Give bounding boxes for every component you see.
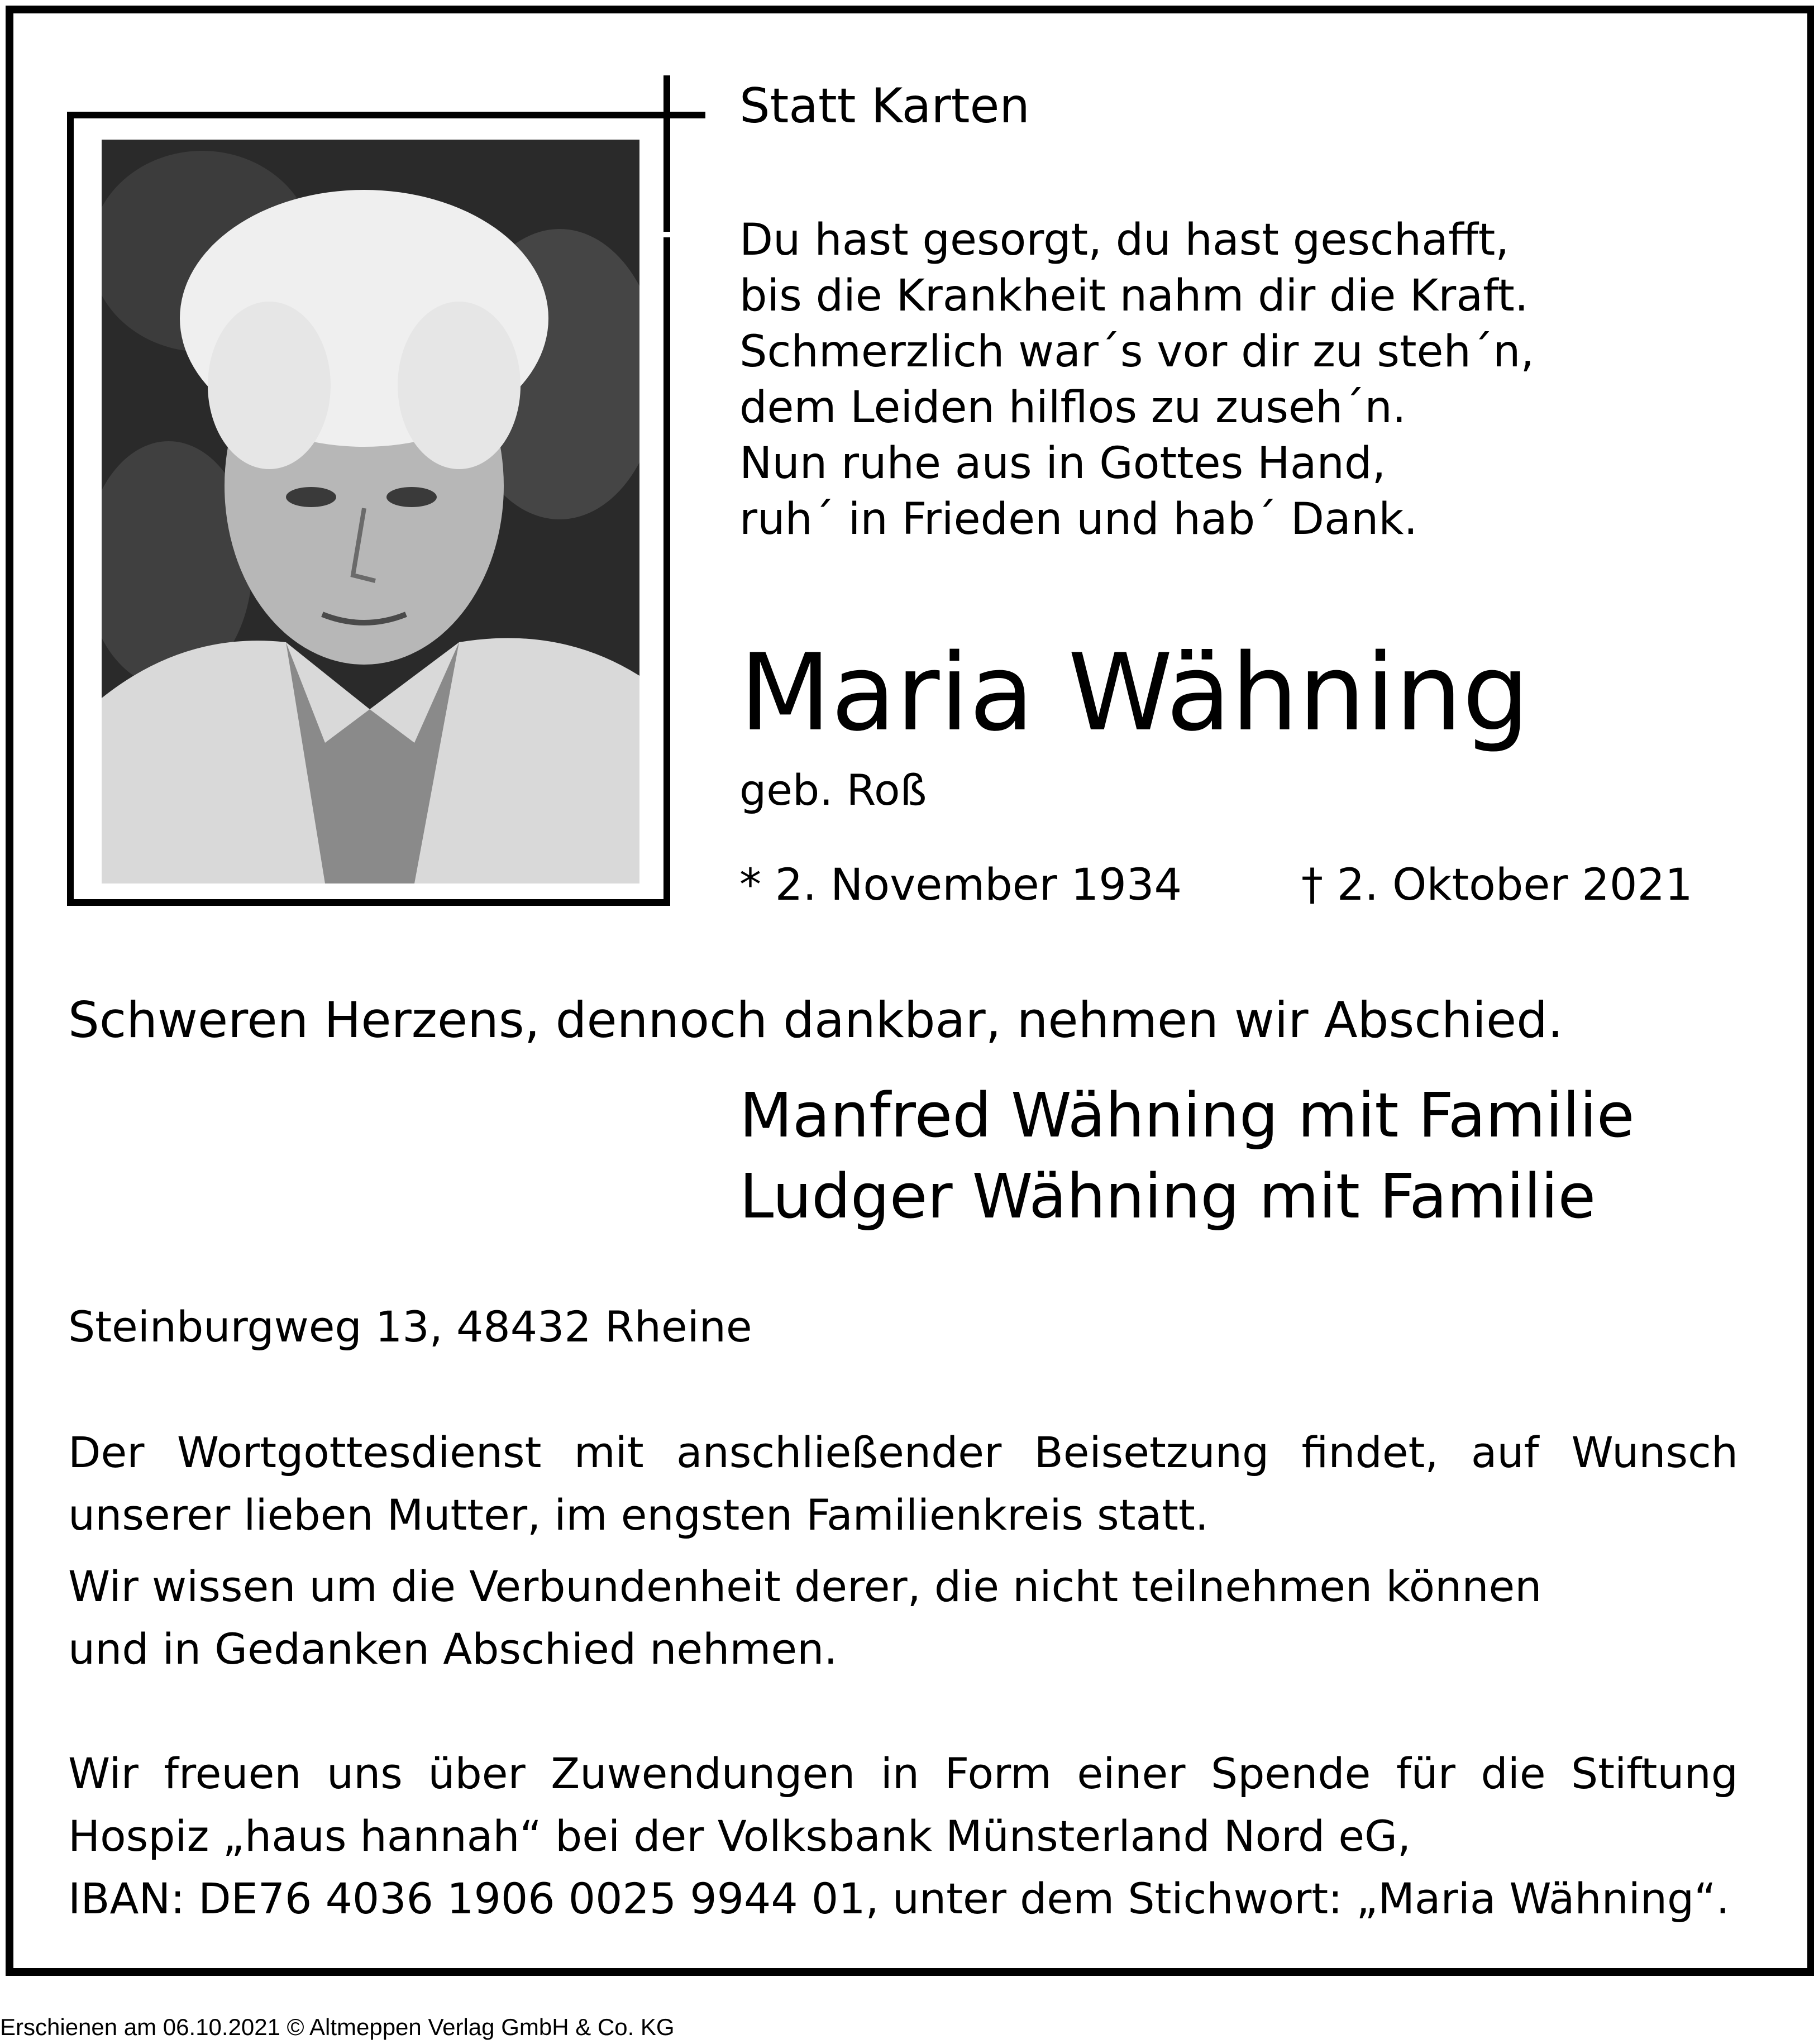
address: Steinburgweg 13, 48432 Rheine — [68, 1302, 752, 1351]
remembrance-line: Wir wissen um die Verbundenheit derer, die nicht teilnehmen können — [68, 1561, 1542, 1611]
photo-frame-line — [663, 237, 670, 906]
poem-line: Du hast gesorgt, du hast geschafft, — [739, 215, 1510, 265]
photo-frame-line — [67, 899, 670, 906]
poem-line: dem Leiden hilflos zu zuseh´n. — [739, 383, 1406, 433]
remembrance-line: und in Gedanken Abschied nehmen. — [68, 1624, 838, 1674]
photo-frame-line — [67, 112, 74, 906]
cross-icon — [663, 75, 670, 232]
service-line: unserer lieben Mutter, im engsten Familienkreis statt. — [68, 1490, 1209, 1540]
donation-line: Hospiz „haus hannah“ bei der Volksbank Münsterland Nord eG, — [68, 1811, 1411, 1861]
portrait-photo — [102, 140, 639, 883]
mourner-line: Ludger Wähning mit Familie — [739, 1161, 1596, 1232]
service-paragraph — [68, 1421, 1738, 1546]
birth-date: * 2. November 1934 — [739, 860, 1182, 910]
donation-line: IBAN: DE76 4036 1906 0025 9944 01, unter dem Stichwort: „Maria Wähning“. — [68, 1874, 1730, 1923]
mourners — [739, 1075, 1635, 1237]
poem-line: bis die Krankheit nahm dir die Kraft. — [739, 271, 1529, 321]
farewell-line: Schweren Herzens, dennoch dankbar, nehmen wir Abschied. — [68, 991, 1563, 1049]
deceased-name: Maria Wähning — [739, 631, 1530, 754]
poem-line: ruh´ in Frieden und hab´ Dank. — [739, 494, 1418, 545]
mourner-line: Manfred Wähning mit Familie — [739, 1080, 1635, 1151]
cross-icon — [619, 112, 705, 118]
heading-statt-karten: Statt Karten — [739, 78, 1030, 134]
poem-line: Nun ruhe aus in Gottes Hand, — [739, 438, 1386, 489]
photo-frame-line — [67, 112, 648, 118]
service-line: Der Wortgottesdienst mit anschließender Beisetzung findet, auf Wunsch — [68, 1427, 1738, 1477]
publication-footer: Erschienen am 06.10.2021 © Altmeppen Verlag GmbH & Co. KG — [0, 2014, 675, 2040]
death-date: † 2. Oktober 2021 — [1301, 860, 1693, 910]
remembrance-paragraph — [68, 1555, 1541, 1680]
birth-name: geb. Roß — [739, 765, 927, 815]
donation-line: Wir freuen uns über Zuwendungen in Form einer Spende für die Stiftung — [68, 1749, 1738, 1798]
poem-line: Schmerzlich war´s vor dir zu steh´n, — [739, 327, 1535, 377]
donation-paragraph — [68, 1742, 1738, 1930]
poem — [739, 212, 1534, 547]
